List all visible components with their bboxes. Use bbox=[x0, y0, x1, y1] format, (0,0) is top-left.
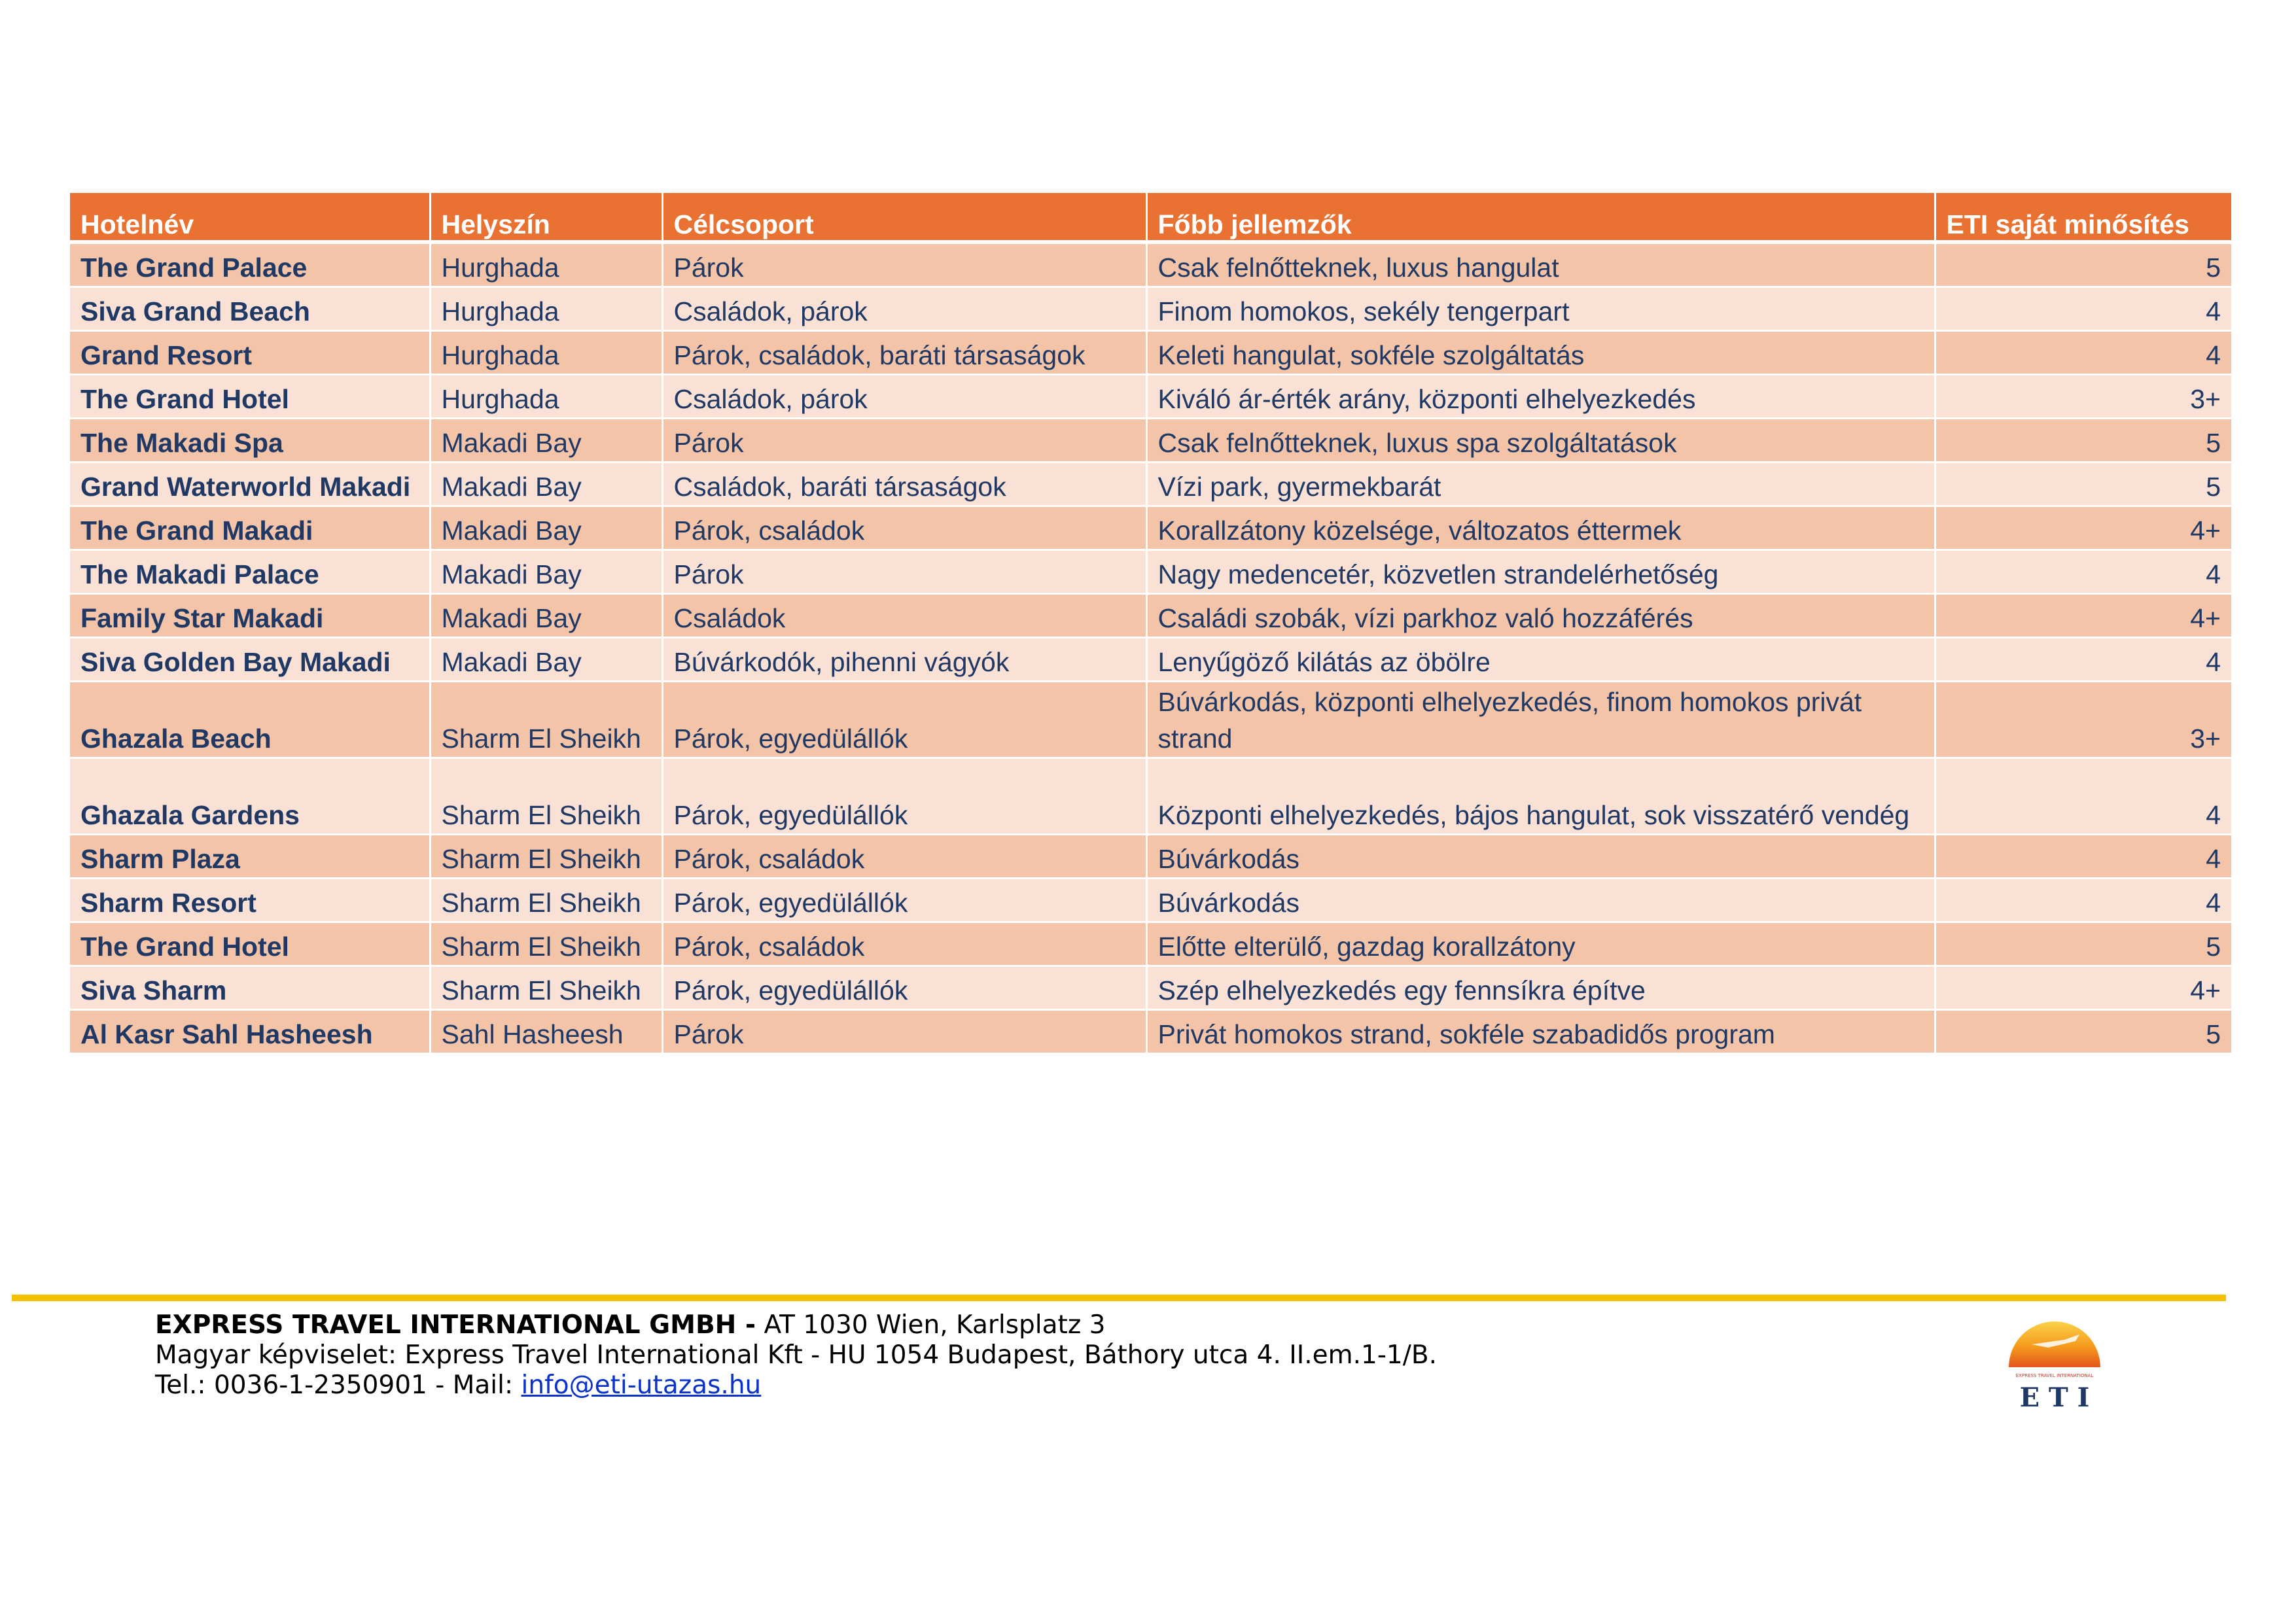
footer-line-company bbox=[155, 1310, 1437, 1340]
target-group-cell: Családok, párok bbox=[662, 287, 1146, 331]
table-row bbox=[70, 375, 2231, 419]
location-cell: Hurghada bbox=[430, 331, 662, 375]
target-group-cell: Családok, párok bbox=[662, 375, 1146, 419]
target-group-cell: Párok bbox=[662, 1010, 1146, 1054]
features-cell: Búvárkodás bbox=[1146, 879, 1935, 922]
location-cell: Sharm El Sheikh bbox=[430, 835, 662, 879]
rating-cell: 4 bbox=[1935, 758, 2231, 835]
table-header-row bbox=[70, 193, 2231, 242]
hotel-name-cell: The Grand Hotel bbox=[70, 375, 430, 419]
target-group-cell: Párok, egyedülállók bbox=[662, 758, 1146, 835]
table-row bbox=[70, 835, 2231, 879]
table-row bbox=[70, 638, 2231, 682]
footer-divider bbox=[12, 1295, 2226, 1301]
eti-logo bbox=[2002, 1315, 2107, 1413]
rating-cell: 4 bbox=[1935, 331, 2231, 375]
header-location: Helyszín bbox=[430, 193, 662, 242]
table-row bbox=[70, 242, 2231, 287]
features-cell: Korallzátony közelsége, változatos éttermek bbox=[1146, 506, 1935, 550]
rating-cell: 4+ bbox=[1935, 594, 2231, 638]
footer-contact bbox=[155, 1310, 1437, 1401]
header-features: Főbb jellemzők bbox=[1146, 193, 1935, 242]
rating-cell: 3+ bbox=[1935, 375, 2231, 419]
rating-cell: 5 bbox=[1935, 462, 2231, 506]
location-cell: Makadi Bay bbox=[430, 594, 662, 638]
hotel-name-cell: Grand Resort bbox=[70, 331, 430, 375]
features-cell: Szép elhelyezkedés egy fennsíkra építve bbox=[1146, 966, 1935, 1010]
rating-cell: 4+ bbox=[1935, 506, 2231, 550]
location-cell: Makadi Bay bbox=[430, 506, 662, 550]
location-cell: Makadi Bay bbox=[430, 550, 662, 594]
hotel-name-cell: Grand Waterworld Makadi bbox=[70, 462, 430, 506]
rating-cell: 4 bbox=[1935, 550, 2231, 594]
location-cell: Hurghada bbox=[430, 375, 662, 419]
target-group-cell: Párok bbox=[662, 419, 1146, 462]
location-cell: Sharm El Sheikh bbox=[430, 758, 662, 835]
hotel-name-cell: The Makadi Palace bbox=[70, 550, 430, 594]
table-row bbox=[70, 419, 2231, 462]
table-row bbox=[70, 758, 2231, 835]
rating-cell: 4 bbox=[1935, 638, 2231, 682]
table-row bbox=[70, 506, 2231, 550]
table-row bbox=[70, 594, 2231, 638]
features-cell: Csak felnőtteknek, luxus hangulat bbox=[1146, 242, 1935, 287]
rating-cell: 5 bbox=[1935, 242, 2231, 287]
hotel-name-cell: Ghazala Beach bbox=[70, 682, 430, 758]
table-row bbox=[70, 462, 2231, 506]
table-body bbox=[70, 242, 2231, 1054]
hotel-name-cell: Sharm Resort bbox=[70, 879, 430, 922]
hotel-name-cell: Sharm Plaza bbox=[70, 835, 430, 879]
target-group-cell: Párok, családok bbox=[662, 835, 1146, 879]
location-cell: Sharm El Sheikh bbox=[430, 879, 662, 922]
rating-cell: 5 bbox=[1935, 419, 2231, 462]
features-cell: Búvárkodás, központi elhelyezkedés, finom homokos privát strand bbox=[1146, 682, 1935, 758]
hotel-name-cell: The Makadi Spa bbox=[70, 419, 430, 462]
target-group-cell: Családok, baráti társaságok bbox=[662, 462, 1146, 506]
target-group-cell: Párok, családok bbox=[662, 922, 1146, 966]
logo-text: E T I bbox=[2019, 1382, 2090, 1413]
target-group-cell: Búvárkodók, pihenni vágyók bbox=[662, 638, 1146, 682]
rating-cell: 5 bbox=[1935, 922, 2231, 966]
features-cell: Lenyűgöző kilátás az öbölre bbox=[1146, 638, 1935, 682]
features-cell: Keleti hangulat, sokféle szolgáltatás bbox=[1146, 331, 1935, 375]
header-target-group: Célcsoport bbox=[662, 193, 1146, 242]
table-row bbox=[70, 682, 2231, 758]
target-group-cell: Párok bbox=[662, 242, 1146, 287]
location-cell: Makadi Bay bbox=[430, 419, 662, 462]
hotel-name-cell: Al Kasr Sahl Hasheesh bbox=[70, 1010, 430, 1054]
hotel-name-cell: Siva Grand Beach bbox=[70, 287, 430, 331]
target-group-cell: Párok, egyedülállók bbox=[662, 966, 1146, 1010]
hotel-name-cell: The Grand Hotel bbox=[70, 922, 430, 966]
features-cell: Privát homokos strand, sokféle szabadidős program bbox=[1146, 1010, 1935, 1054]
features-cell: Előtte elterülő, gazdag korallzátony bbox=[1146, 922, 1935, 966]
location-cell: Sahl Hasheesh bbox=[430, 1010, 662, 1054]
features-cell: Családi szobák, vízi parkhoz való hozzáférés bbox=[1146, 594, 1935, 638]
target-group-cell: Családok bbox=[662, 594, 1146, 638]
rating-cell: 3+ bbox=[1935, 682, 2231, 758]
target-group-cell: Párok, egyedülállók bbox=[662, 682, 1146, 758]
hotel-name-cell: Siva Golden Bay Makadi bbox=[70, 638, 430, 682]
target-group-cell: Párok bbox=[662, 550, 1146, 594]
email-link[interactable]: info@eti-utazas.hu bbox=[521, 1370, 762, 1400]
features-cell: Vízi park, gyermekbarát bbox=[1146, 462, 1935, 506]
features-cell: Csak felnőtteknek, luxus spa szolgáltatások bbox=[1146, 419, 1935, 462]
features-cell: Központi elhelyezkedés, bájos hangulat, sok visszatérő vendég bbox=[1146, 758, 1935, 835]
rating-cell: 4 bbox=[1935, 287, 2231, 331]
location-cell: Makadi Bay bbox=[430, 462, 662, 506]
hotel-name-cell: The Grand Palace bbox=[70, 242, 430, 287]
company-address: AT 1030 Wien, Karlsplatz 3 bbox=[756, 1310, 1106, 1340]
hotel-table bbox=[70, 193, 2231, 1055]
location-cell: Sharm El Sheikh bbox=[430, 922, 662, 966]
table-row bbox=[70, 966, 2231, 1010]
features-cell: Nagy medencetér, közvetlen strandelérhetőség bbox=[1146, 550, 1935, 594]
header-rating: ETI saját minősítés bbox=[1935, 193, 2231, 242]
table-row bbox=[70, 331, 2231, 375]
table-row bbox=[70, 550, 2231, 594]
table-row bbox=[70, 879, 2231, 922]
footer-representation: Magyar képviselet: Express Travel International Kft - HU 1054 Budapest, Báthory utca 4. II.em.1-1/B. bbox=[155, 1340, 1438, 1370]
location-cell: Hurghada bbox=[430, 242, 662, 287]
hotel-name-cell: Siva Sharm bbox=[70, 966, 430, 1010]
features-cell: Finom homokos, sekély tengerpart bbox=[1146, 287, 1935, 331]
features-cell: Búvárkodás bbox=[1146, 835, 1935, 879]
features-cell: Kiváló ár-érték arány, központi elhelyezkedés bbox=[1146, 375, 1935, 419]
table-row bbox=[70, 1010, 2231, 1054]
logo-tagline: EXPRESS TRAVEL INTERNATIONAL bbox=[2015, 1373, 2094, 1378]
contact-phone: Tel.: 0036-1-2350901 - Mail: bbox=[155, 1370, 521, 1400]
rating-cell: 4+ bbox=[1935, 966, 2231, 1010]
header-hotel-name: Hotelnév bbox=[70, 193, 430, 242]
location-cell: Hurghada bbox=[430, 287, 662, 331]
hotel-name-cell: Ghazala Gardens bbox=[70, 758, 430, 835]
table-row bbox=[70, 922, 2231, 966]
company-name: EXPRESS TRAVEL INTERNATIONAL GMBH - bbox=[155, 1310, 756, 1340]
location-cell: Sharm El Sheikh bbox=[430, 966, 662, 1010]
target-group-cell: Párok, családok bbox=[662, 506, 1146, 550]
hotel-name-cell: The Grand Makadi bbox=[70, 506, 430, 550]
hotel-name-cell: Family Star Makadi bbox=[70, 594, 430, 638]
rating-cell: 5 bbox=[1935, 1010, 2231, 1054]
table-row bbox=[70, 287, 2231, 331]
footer-line-contact bbox=[155, 1370, 1437, 1401]
target-group-cell: Párok, egyedülállók bbox=[662, 879, 1146, 922]
rating-cell: 4 bbox=[1935, 835, 2231, 879]
location-cell: Sharm El Sheikh bbox=[430, 682, 662, 758]
location-cell: Makadi Bay bbox=[430, 638, 662, 682]
target-group-cell: Párok, családok, baráti társaságok bbox=[662, 331, 1146, 375]
rating-cell: 4 bbox=[1935, 879, 2231, 922]
